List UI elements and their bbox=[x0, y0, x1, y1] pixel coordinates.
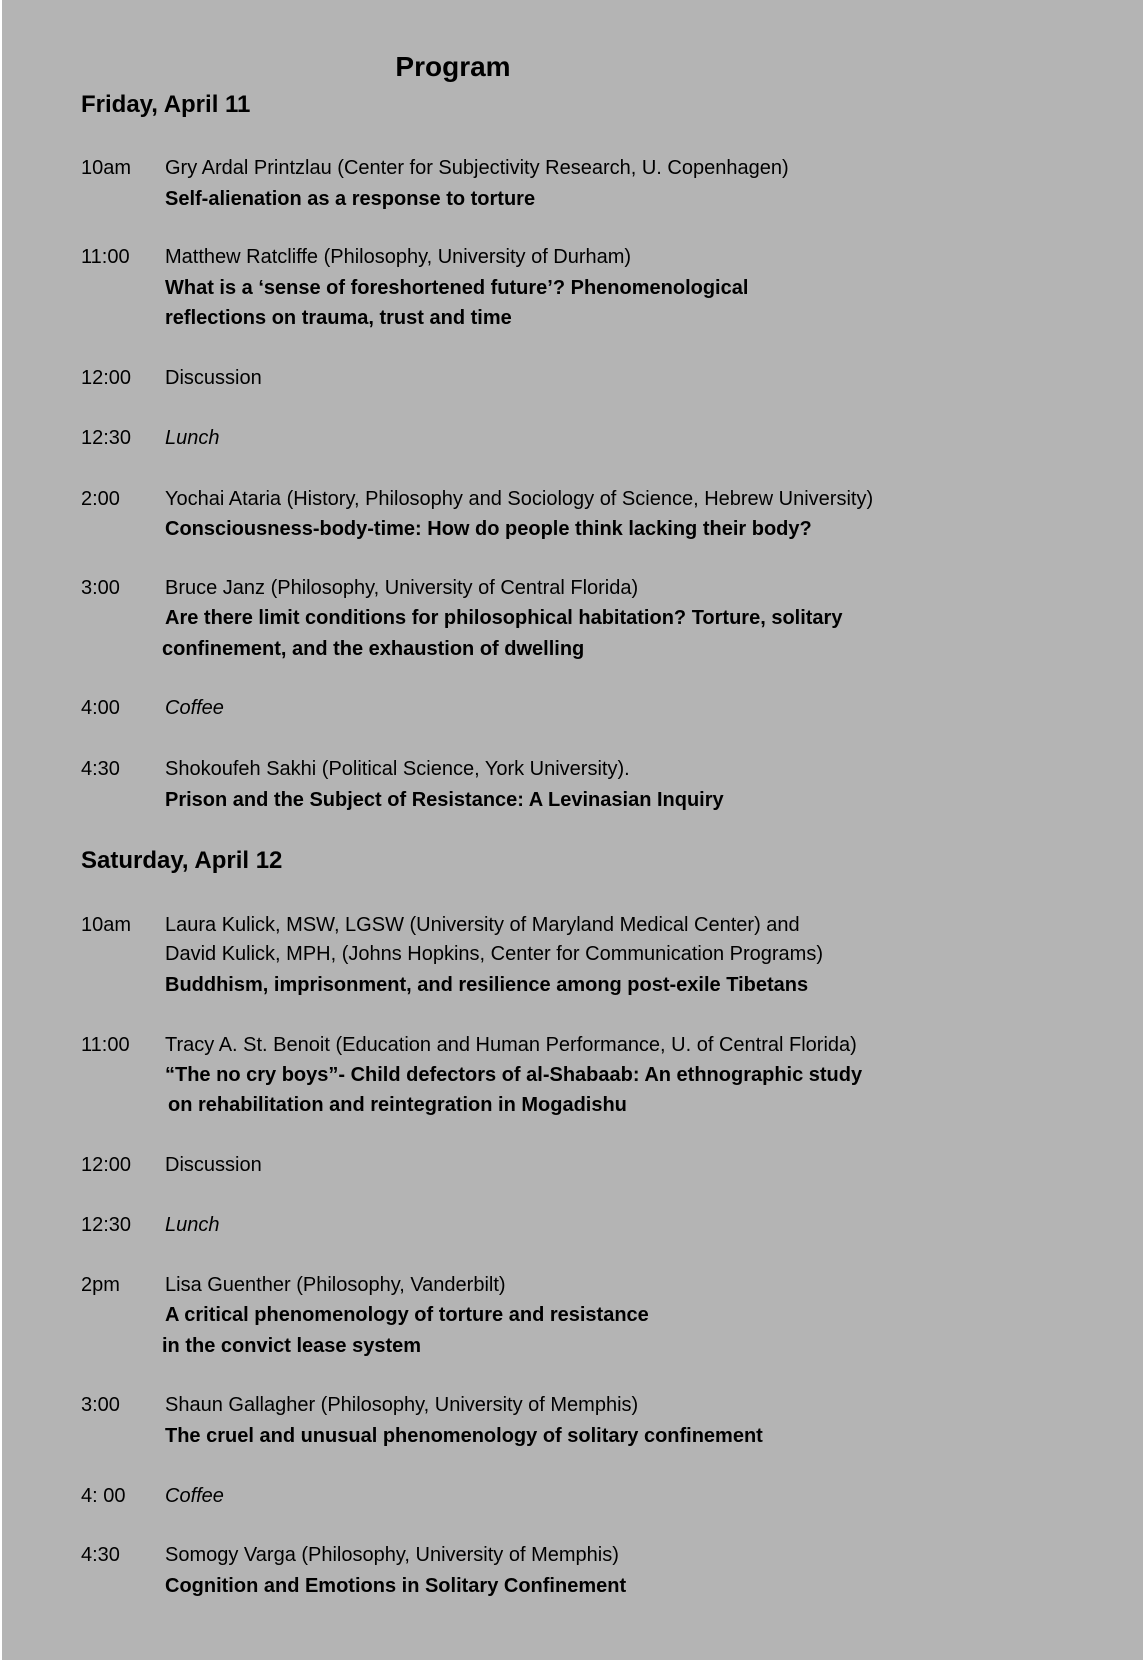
event-talk-title: What is a ‘sense of foreshortened future’? Phenomenological bbox=[165, 277, 749, 299]
event-break: Lunch bbox=[165, 427, 220, 449]
event-talk-title: on rehabilitation and reintegration in Mogadishu bbox=[168, 1094, 627, 1116]
event-label: Discussion bbox=[165, 367, 262, 389]
event-speaker: Lisa Guenther (Philosophy, Vanderbilt) bbox=[165, 1274, 506, 1296]
event-time: 3:00 bbox=[81, 1394, 120, 1416]
event-time: 2:00 bbox=[81, 488, 120, 510]
event-speaker: David Kulick, MPH, (Johns Hopkins, Center for Communication Programs) bbox=[165, 943, 823, 965]
event-talk-title: Consciousness-body-time: How do people think lacking their body? bbox=[165, 518, 812, 540]
event-time: 11:00 bbox=[81, 1034, 130, 1056]
event-time: 4:00 bbox=[81, 697, 120, 719]
event-time: 4:30 bbox=[81, 1544, 120, 1566]
page-title: Program bbox=[395, 51, 511, 82]
event-speaker: Tracy A. St. Benoit (Education and Human Performance, U. of Central Florida) bbox=[165, 1034, 857, 1056]
event-speaker: Gry Ardal Printzlau (Center for Subjectivity Research, U. Copenhagen) bbox=[165, 157, 789, 179]
event-speaker: Shaun Gallagher (Philosophy, University of Memphis) bbox=[165, 1394, 639, 1416]
event-time: 4: 00 bbox=[81, 1485, 126, 1507]
event-talk-title: Prison and the Subject of Resistance: A Levinasian Inquiry bbox=[165, 789, 724, 811]
event-break: Coffee bbox=[165, 697, 224, 719]
event-talk-title: Self-alienation as a response to torture bbox=[165, 188, 536, 210]
event-time: 12:00 bbox=[81, 367, 132, 389]
event-time: 12:30 bbox=[81, 1214, 132, 1236]
event-talk-title: Buddhism, imprisonment, and resilience among post-exile Tibetans bbox=[165, 974, 809, 996]
event-speaker: Yochai Ataria (History, Philosophy and Sociology of Science, Hebrew University) bbox=[165, 488, 874, 510]
event-time: 10am bbox=[81, 914, 132, 936]
event-time: 10am bbox=[81, 157, 132, 179]
event-talk-title: A critical phenomenology of torture and resistance bbox=[165, 1304, 649, 1326]
day-heading-saturday: Saturday, April 12 bbox=[81, 847, 283, 874]
event-talk-title: “The no cry boys”- Child defectors of al-Shabaab: An ethnographic study bbox=[165, 1064, 863, 1086]
day-heading-friday: Friday, April 11 bbox=[81, 91, 251, 118]
event-talk-title: The cruel and unusual phenomenology of solitary confinement bbox=[165, 1425, 763, 1447]
event-time: 2pm bbox=[81, 1274, 120, 1296]
program-page bbox=[2, 0, 1143, 1660]
event-talk-title: in the convict lease system bbox=[162, 1335, 422, 1357]
event-talk-title: Cognition and Emotions in Solitary Confinement bbox=[165, 1575, 627, 1597]
event-talk-title: confinement, and the exhaustion of dwelling bbox=[162, 638, 585, 660]
event-speaker: Shokoufeh Sakhi (Political Science, York University). bbox=[165, 758, 630, 780]
event-speaker: Matthew Ratcliffe (Philosophy, University of Durham) bbox=[165, 246, 632, 268]
event-time: 4:30 bbox=[81, 758, 120, 780]
event-label: Discussion bbox=[165, 1154, 262, 1176]
event-time: 11:00 bbox=[81, 246, 130, 268]
event-break: Coffee bbox=[165, 1485, 224, 1507]
event-time: 3:00 bbox=[81, 577, 120, 599]
event-talk-title: Are there limit conditions for philosophical habitation? Torture, solitary bbox=[165, 607, 843, 629]
event-break: Lunch bbox=[165, 1214, 220, 1236]
event-time: 12:00 bbox=[81, 1154, 132, 1176]
event-speaker: Laura Kulick, MSW, LGSW (University of Maryland Medical Center) and bbox=[165, 914, 800, 936]
event-time: 12:30 bbox=[81, 427, 132, 449]
event-speaker: Somogy Varga (Philosophy, University of Memphis) bbox=[165, 1544, 619, 1566]
event-speaker: Bruce Janz (Philosophy, University of Central Florida) bbox=[165, 577, 639, 599]
event-talk-title: reflections on trauma, trust and time bbox=[165, 307, 512, 329]
